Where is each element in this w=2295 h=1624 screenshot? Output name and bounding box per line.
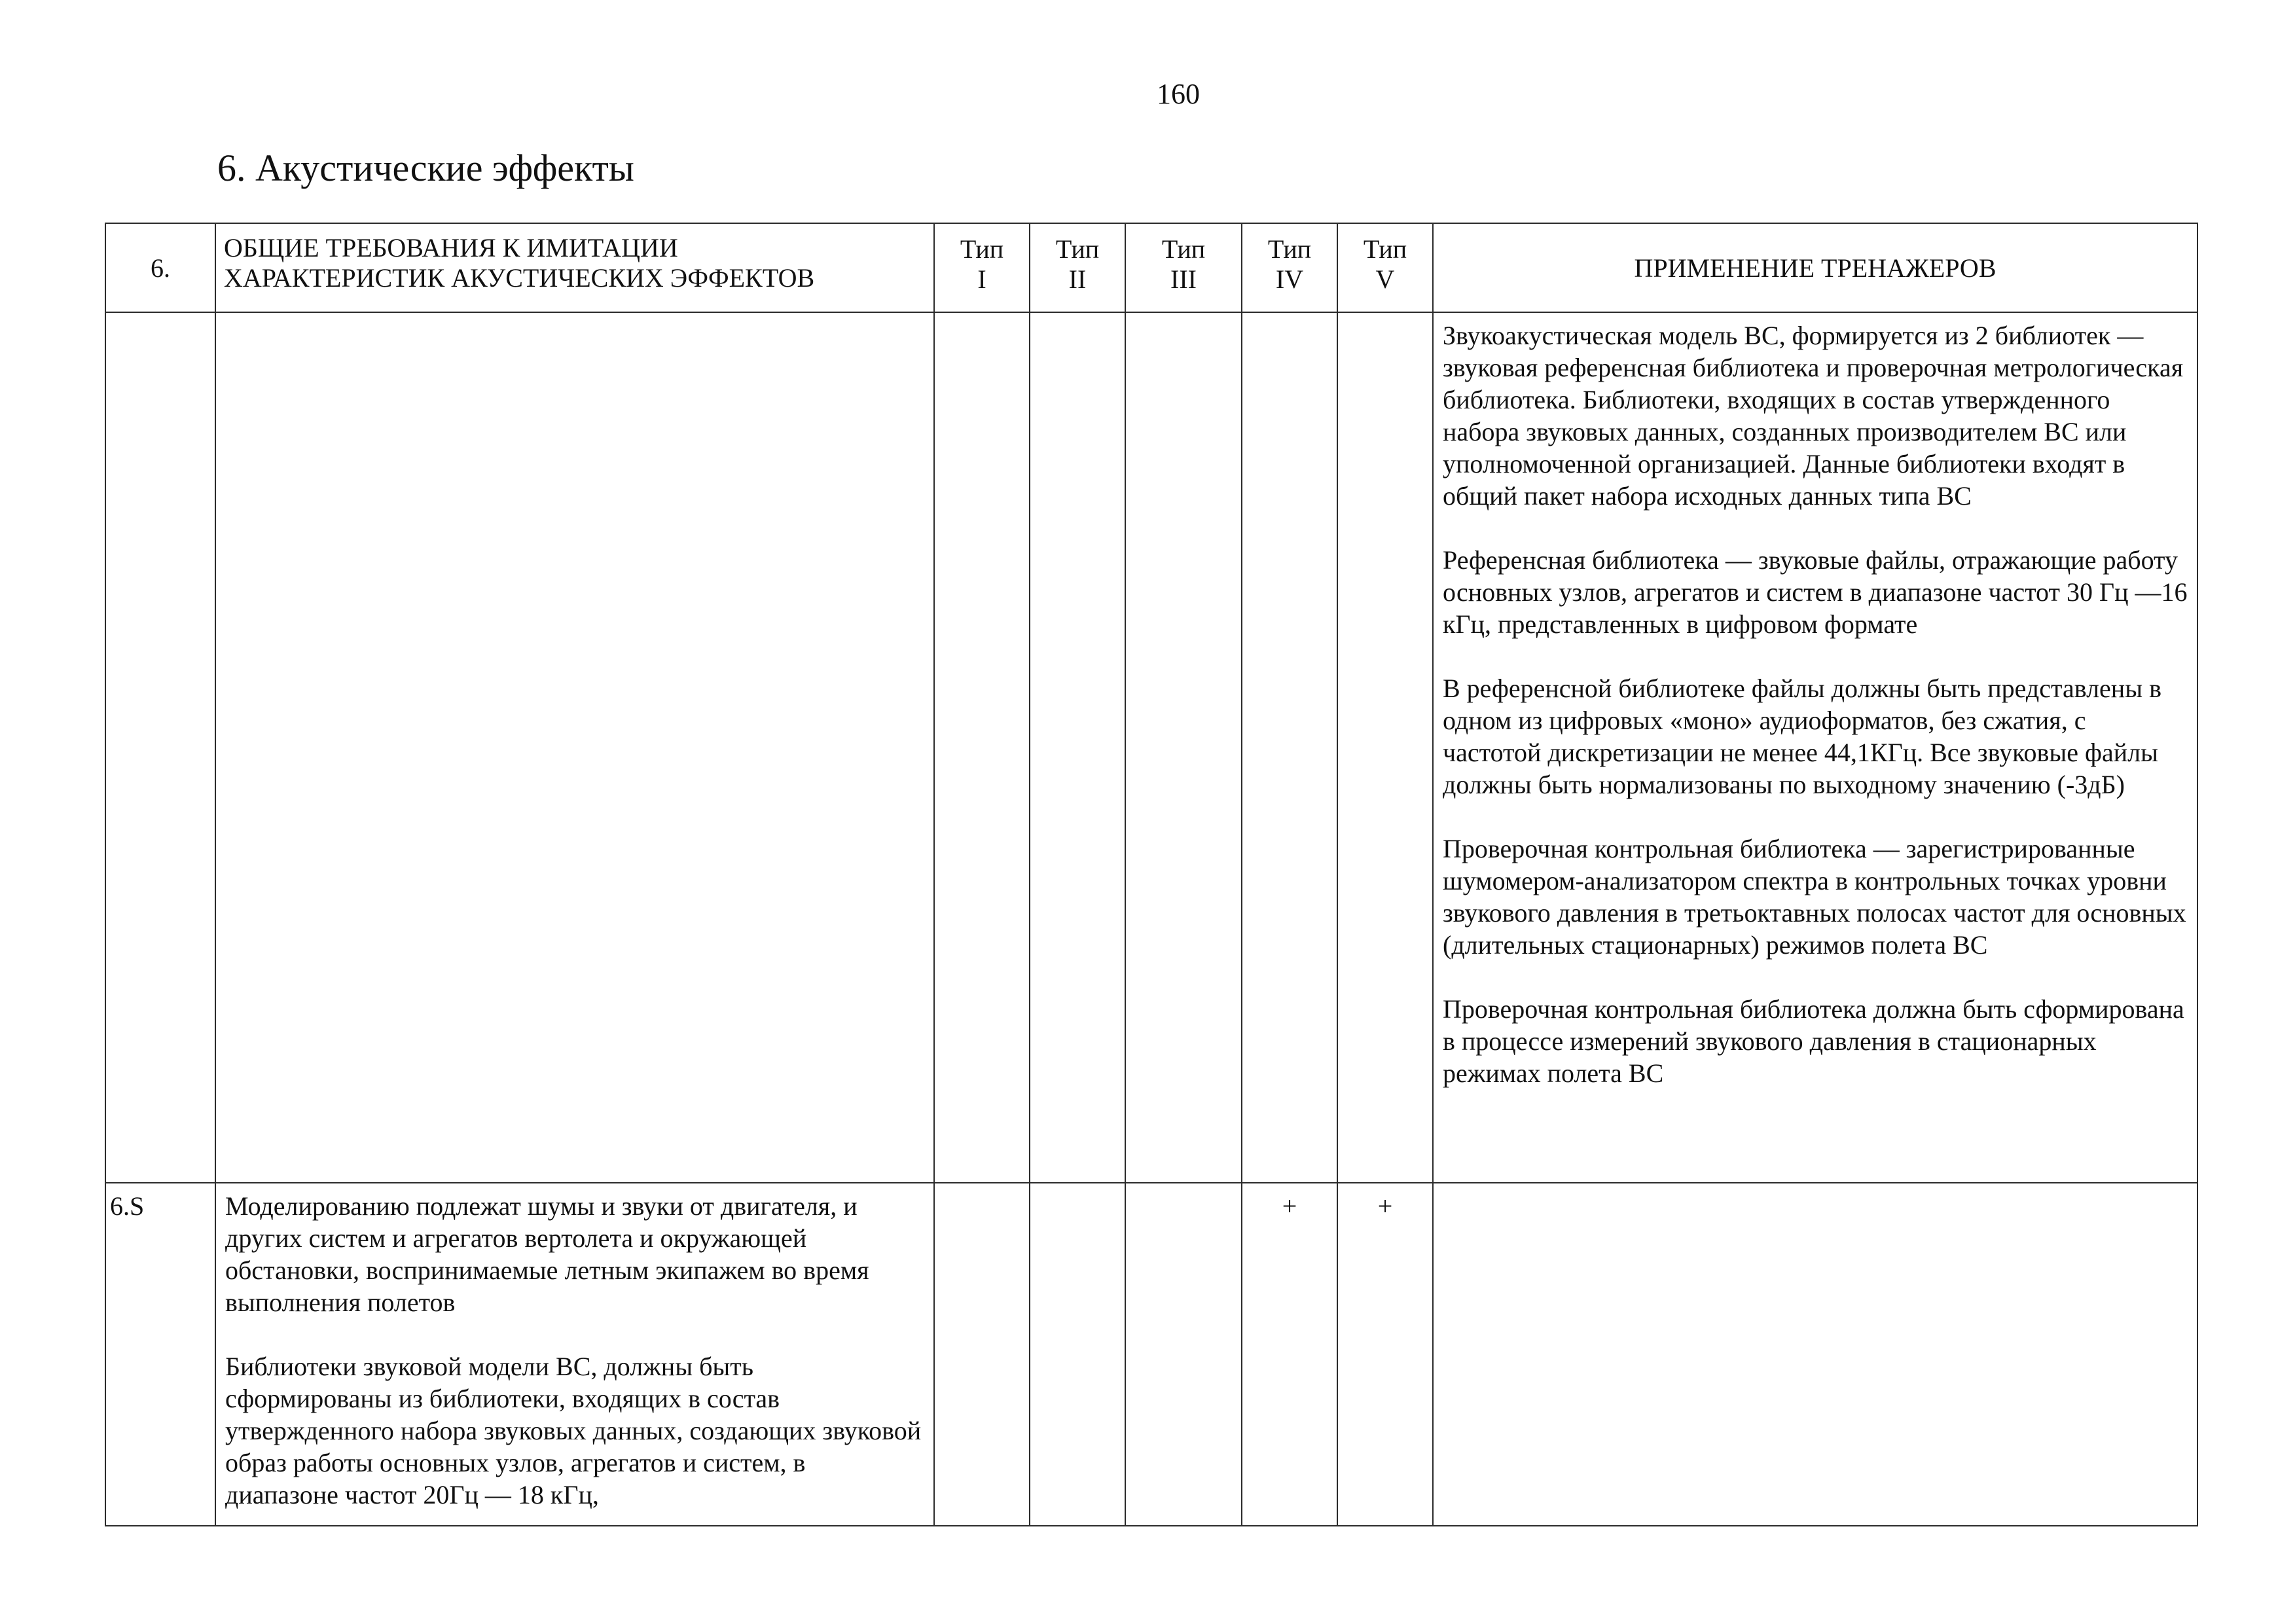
row-requirement-cell	[215, 312, 934, 1183]
row-type-4-mark	[1242, 312, 1337, 1183]
type-label: Тип	[1161, 234, 1206, 264]
header-requirements-cell	[215, 223, 934, 312]
row-number-cell: 6.S	[105, 1183, 215, 1526]
row-type-2-mark	[1030, 312, 1125, 1183]
requirement-text	[216, 1183, 933, 1511]
header-application-cell: ПРИМЕНЕНИЕ ТРЕНАЖЕРОВ	[1433, 223, 2197, 312]
row-type-1-mark	[934, 312, 1030, 1183]
application-paragraph: Проверочная контрольная библиотека — зарегистрированные шумомером-анализатором спектра в контрольных точках уровни звукового давления в третьоктавных полосах частот для основных (длительных стационарных) режимов полета ВС	[1443, 834, 2186, 960]
acoustic-requirements-table	[105, 223, 2198, 1526]
application-paragraph: В референсной библиотеке файлы должны быть представлены в одном из цифровых «моно» аудиоформатов, без сжатия, с частотой дискретизации не менее 44,1КГц. Все звуковые файлы должны быть нормализованы по выходному значению (-3дБ)	[1443, 674, 2161, 799]
section-title: 6. Акустические эффекты	[217, 147, 634, 189]
type-label: Тип	[960, 234, 1004, 264]
row-type-1-mark	[934, 1183, 1030, 1526]
header-type-4	[1242, 223, 1337, 312]
type-label: Тип	[1267, 234, 1312, 264]
header-requirements-line-1: ОБЩИЕ ТРЕБОВАНИЯ К ИМИТАЦИИ	[224, 233, 678, 262]
header-type-2	[1030, 223, 1125, 312]
type-numeral: III	[1170, 264, 1197, 294]
requirement-paragraph: Моделированию подлежат шумы и звуки от двигателя, и других систем и агрегатов вертолета и окружающей обстановки, воспринимаемые летным экипажем во время выполнения полетов	[225, 1191, 869, 1317]
row-type-5-mark	[1337, 312, 1433, 1183]
row-type-2-mark	[1030, 1183, 1125, 1526]
table-row	[105, 1183, 2197, 1526]
type-numeral: I	[977, 264, 986, 294]
row-type-4-mark: +	[1242, 1183, 1337, 1526]
header-requirements-line-2: ХАРАКТЕРИСТИК АКУСТИЧЕСКИХ ЭФФЕКТОВ	[224, 263, 815, 293]
type-numeral: V	[1375, 264, 1395, 294]
type-numeral: IV	[1275, 264, 1304, 294]
table-row	[105, 312, 2197, 1183]
row-number-cell	[105, 312, 215, 1183]
row-type-3-mark	[1125, 312, 1242, 1183]
row-type-5-mark: +	[1337, 1183, 1433, 1526]
row-application-cell	[1433, 1183, 2197, 1526]
table-header-row	[105, 223, 2197, 312]
page-number: 160	[1157, 78, 1200, 110]
row-application-cell	[1433, 312, 2197, 1183]
row-requirement-cell	[215, 1183, 934, 1526]
header-type-5	[1337, 223, 1433, 312]
application-paragraph: Проверочная контрольная библиотека должна быть сформирована в процессе измерений звукового давления в стационарных режимах полета ВС	[1443, 994, 2184, 1088]
type-label: Тип	[1055, 234, 1100, 264]
header-type-1	[934, 223, 1030, 312]
row-type-3-mark	[1125, 1183, 1242, 1526]
header-type-3	[1125, 223, 1242, 312]
type-label: Тип	[1363, 234, 1407, 264]
application-paragraph: Референсная библиотека — звуковые файлы, отражающие работу основных узлов, агрегатов и систем в диапазоне частот 30 Гц —16 кГц, представленных в цифровом формате	[1443, 545, 2188, 639]
requirements-table-wrapper	[105, 223, 2198, 1526]
type-numeral: II	[1068, 264, 1087, 294]
requirement-paragraph: Библиотеки звуковой модели ВС, должны быть сформированы из библиотеки, входящих в состав утвержденного набора звуковых данных, создающих звуковой образ работы основных узлов, агрегатов и систем, в диапазоне частот 20Гц — 18 кГц,	[225, 1352, 922, 1509]
application-text	[1434, 313, 2197, 1089]
application-paragraph: Звукоакустическая модель ВС, формируется из 2 библиотек — звуковая референсная библиотека и проверочная метрологическая библиотека. Библиотеки, входящих в состав утвержденного набора звуковых данных, созданных производителем ВС или уполномоченной организацией. Данные библиотеки входят в общий пакет набора исходных данных типа ВС	[1443, 321, 2184, 511]
header-number-cell: 6.	[105, 223, 215, 312]
